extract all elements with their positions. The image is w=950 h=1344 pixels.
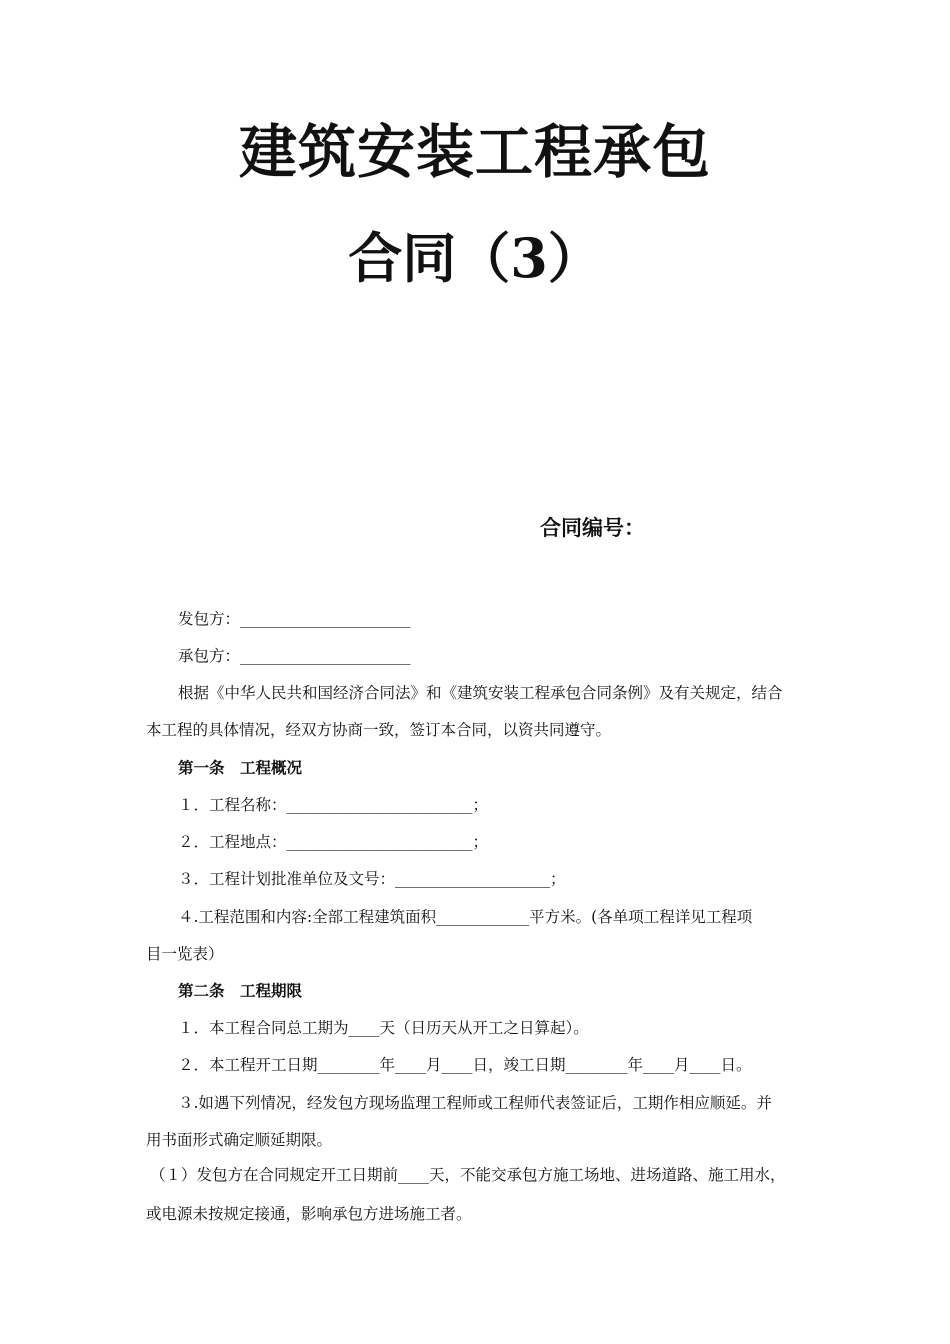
article2-item1: １．本工程合同总工期为____天（日历天从开工之日算起）。 — [178, 1019, 589, 1037]
article1-item3: ３．工程计划批准单位及文号：____________________； — [178, 870, 566, 888]
preamble-line2: 本工程的具体情况，经双方协商一致，签订本合同，以资共同遵守。 — [146, 721, 612, 739]
article2-item3-line2: 用书面形式确定顺延期限。 — [146, 1131, 333, 1149]
contractor-line: 承包方：______________________ — [178, 647, 411, 665]
article2-heading: 第二条 工程期限 — [178, 981, 303, 1000]
article1-item2: ２．工程地点：________________________； — [178, 833, 489, 851]
document-title-line1: 建筑安装工程承包 — [238, 118, 711, 186]
contract-number-label: 合同编号： — [540, 516, 645, 540]
preamble-line1: 根据《中华人民共和国经济合同法》和《建筑安装工程承包合同条例》及有关规定，结合 — [178, 684, 783, 702]
article1-item4-line2: 目一览表） — [146, 945, 224, 963]
employer-line: 发包方：______________________ — [178, 610, 411, 628]
article2-item3-line1: ３.如遇下列情况，经发包方现场监理工程师或工程师代表签证后，工期作相应顺延。并 — [178, 1094, 772, 1112]
article2-item2: ２．本工程开工日期________年____月____日，竣工日期________年____月____日。 — [178, 1056, 752, 1074]
document-title-line2: 合同（3） — [348, 226, 602, 290]
article1-item4-line1: ４.工程范围和内容:全部工程建筑面积____________平方米。(各单项工程详见工程项 — [178, 908, 753, 926]
article1-heading: 第一条 工程概况 — [178, 758, 303, 777]
article2-sub1-line1: （１）发包方在合同规定开工日期前____天，不能交承包方施工场地、进场道路、施工用水， — [150, 1166, 786, 1184]
article1-item1: １．工程名称：________________________； — [178, 796, 489, 814]
article2-sub1-line2: 或电源未按规定接通，影响承包方进场施工者。 — [146, 1205, 472, 1223]
